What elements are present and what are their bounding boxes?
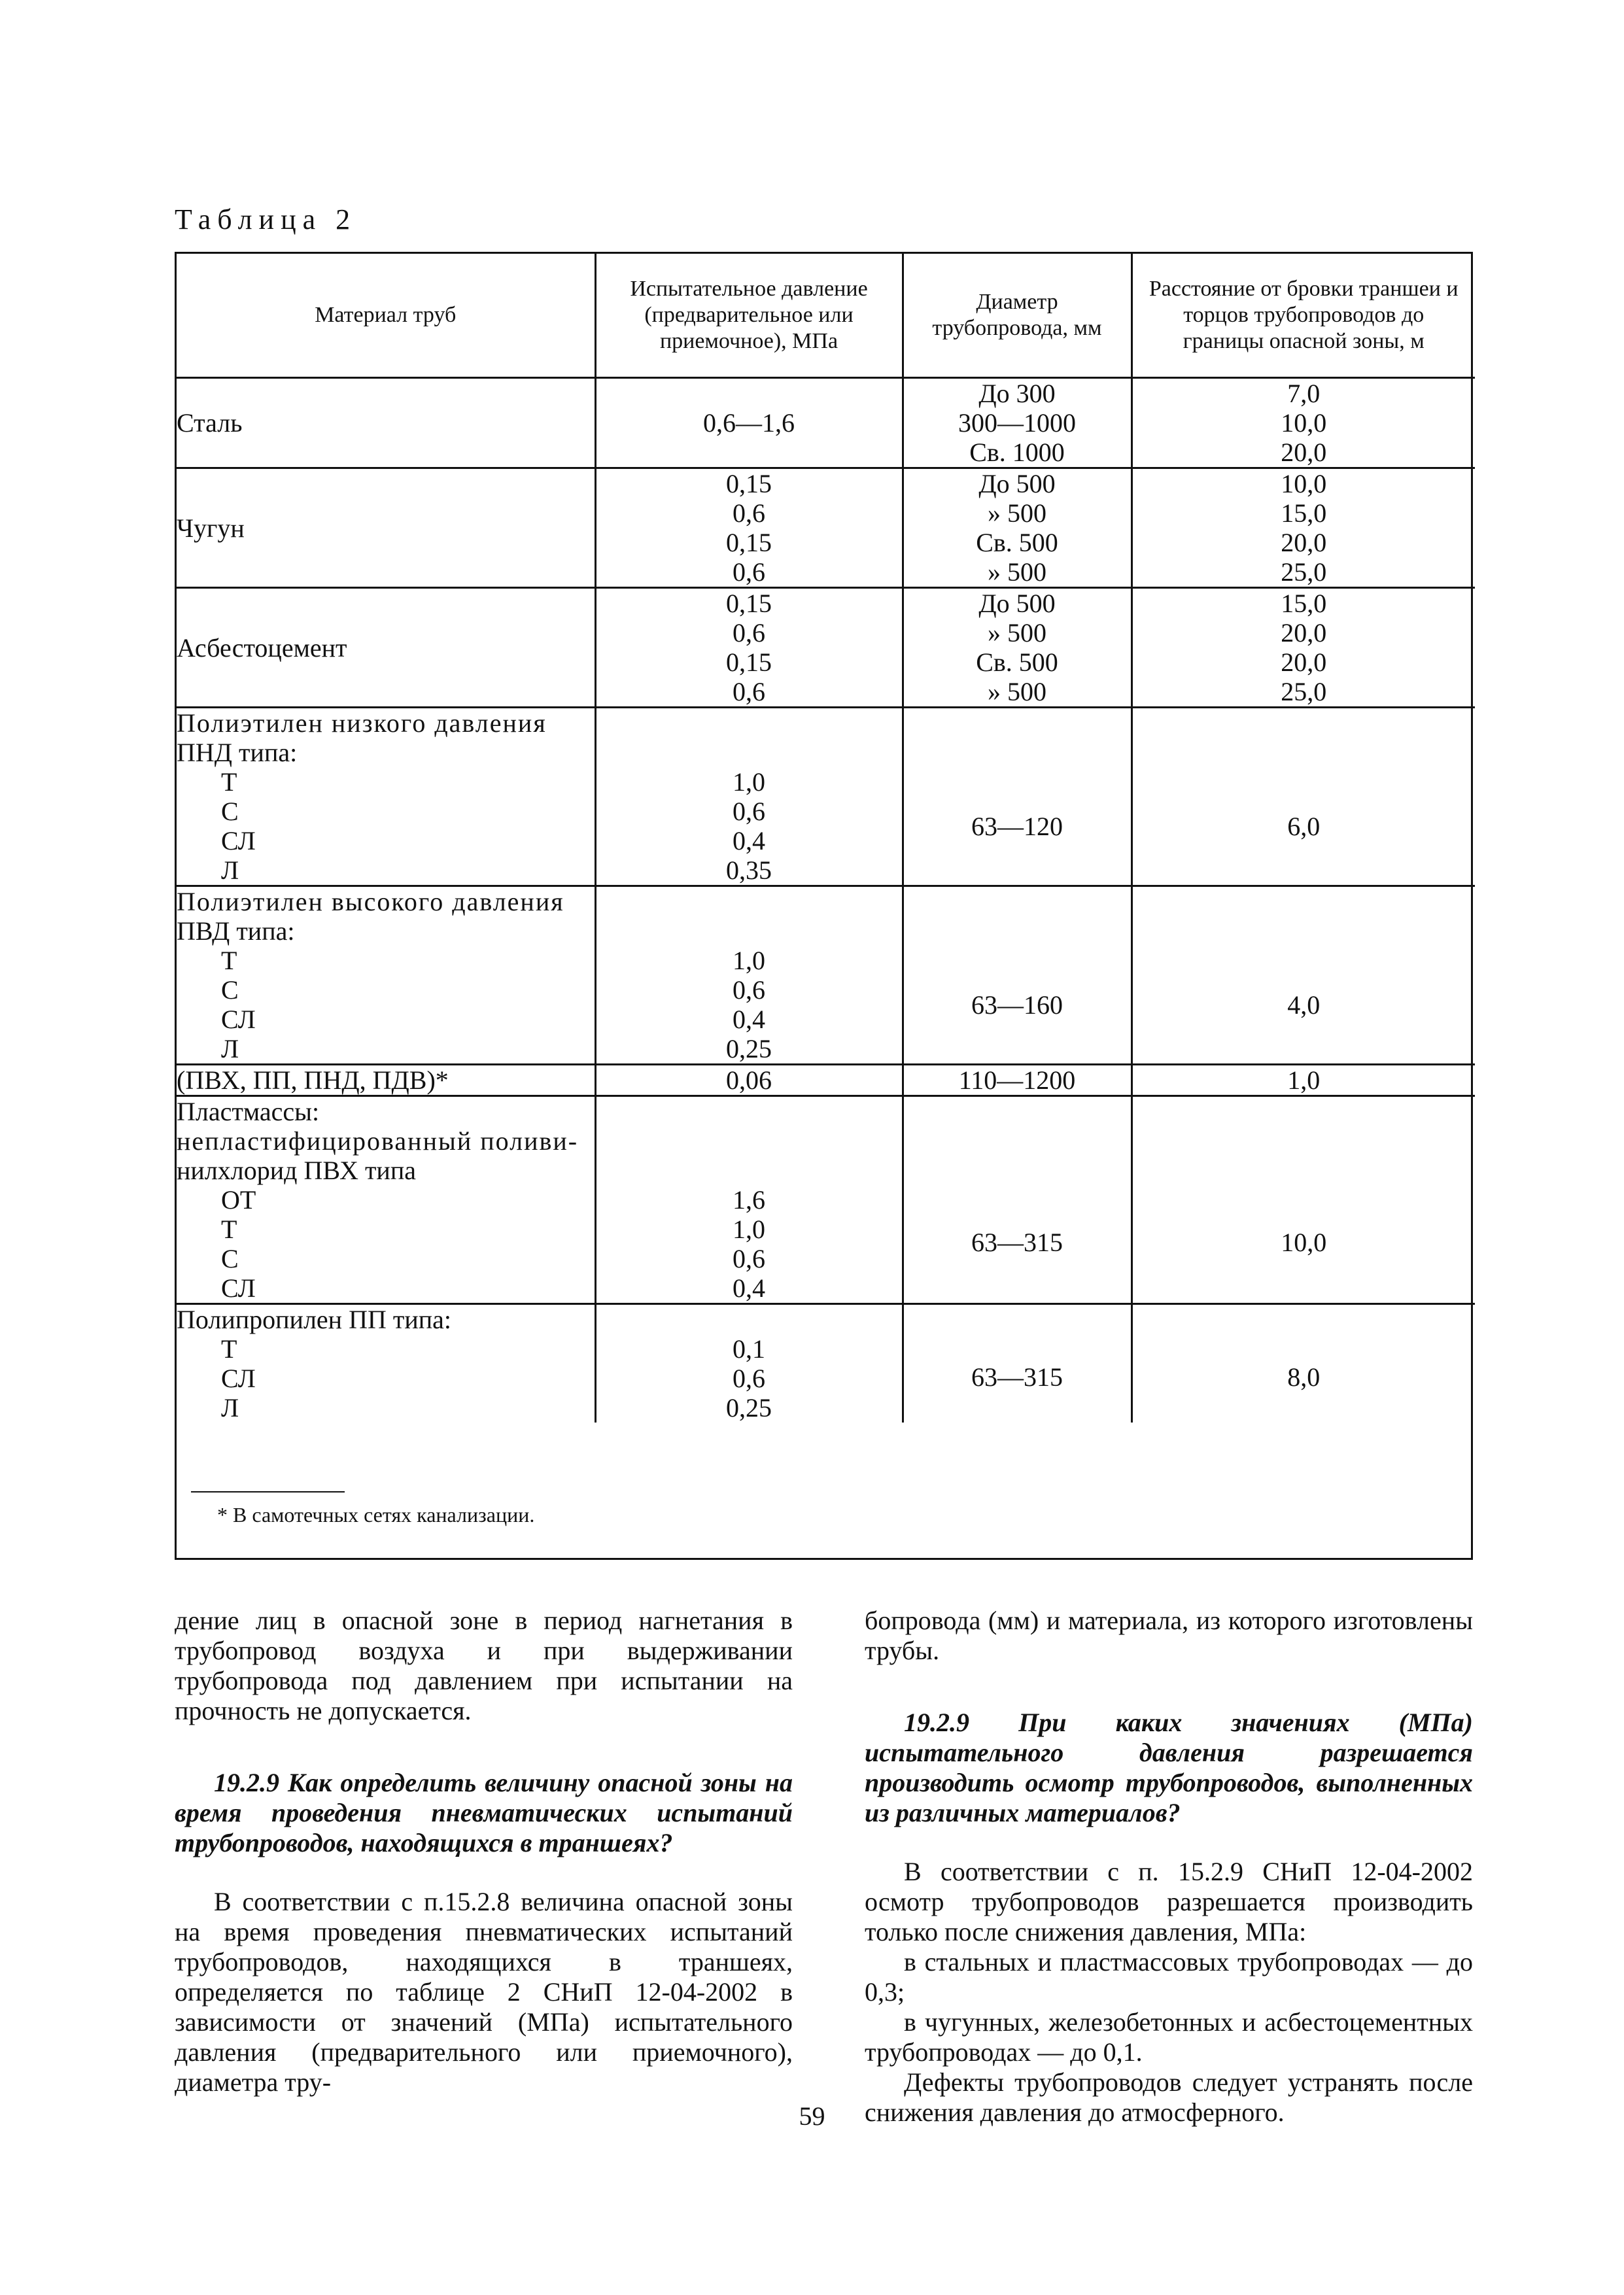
pressure-value: 0,6 [733,618,765,647]
material-type: СЛ [221,1273,256,1303]
distance-value: 20,0 [1281,438,1327,467]
diameter-value: » 500 [988,677,1046,706]
diameter-cell [903,886,1132,1065]
pressure-value: 0,15 [726,647,772,677]
material-type: Л [221,1034,239,1063]
material-type: ОТ [221,1185,256,1215]
material-name: Чугун [177,513,245,543]
paragraph: дение лиц в опасной зоне в период нагнетания в трубопровод воздуха и при выдерживании трубопровода под давлением при испытании на прочность не допускается. [175,1606,793,1725]
pressure-value: 1,6 [733,1185,765,1215]
material-type: Л [221,1393,239,1423]
data-table [177,254,1475,1423]
diameter-value: Св. 500 [976,528,1058,557]
table-row [177,886,1475,1065]
diameter-value: 110—1200 [958,1065,1076,1095]
pressure-value: 0,1 [733,1334,765,1364]
pressure-value: 0,6 [733,1364,765,1393]
diameter-value: До 300 [978,379,1056,408]
left-text-column [175,1606,793,2097]
material-cell [177,708,595,886]
pressure-value: 0,6 [733,975,765,1005]
distance-value: 25,0 [1281,557,1327,587]
distance-cell [1132,886,1475,1065]
pressure-value: 1,0 [733,767,765,797]
pressure-value: 0,15 [726,469,772,498]
paragraph: В соответствии с п. 15.2.9 СНиП 12-04-2002 осмотр трубопроводов разрешается производить только после снижения давления, МПа: [865,1857,1473,1946]
distance-value: 15,0 [1281,589,1327,618]
distance-value: 10,0 [1281,408,1327,438]
distance-cell [1132,378,1475,468]
material-type: Л [221,855,239,885]
pressure-value: 0,6—1,6 [703,408,795,438]
distance-cell [1132,1096,1475,1304]
material-name: ПНД типа: [177,738,298,767]
table-row [177,468,1475,588]
material-type: СЛ [221,1364,256,1393]
page-number: 59 [799,2101,825,2131]
pressure-value: 0,6 [733,1244,765,1273]
right-text-column [865,1606,1473,2128]
distance-value: 20,0 [1281,618,1327,647]
pressure-cell [595,378,903,468]
diameter-value: 63—120 [971,811,1063,841]
material-name: нилхлорид ПВХ типа [177,1156,416,1185]
diameter-value: 63—315 [971,1362,1063,1392]
paragraph: В соответствии с п.15.2.8 величина опасной зоны на время проведения пневматических испытаний трубопроводов, находящихся в траншеях, определяется по таблице 2 СНиП 12-04-2002 в зависимости от значений (МПа) испытательного давления (предварительного или приемочного), диаметра тру- [175,1887,793,2097]
diameter-value: » 500 [988,618,1046,647]
distance-value: 20,0 [1281,647,1327,677]
pressure-cell [595,1304,903,1423]
table-row [177,378,1475,468]
paragraph: в стальных и пластмассовых трубопроводах — до 0,3; [865,1947,1473,2007]
distance-cell [1132,468,1475,588]
pressure-value: 0,15 [726,589,772,618]
pressure-cell [595,708,903,886]
distance-value: 10,0 [1281,1228,1327,1257]
distance-value: 4,0 [1287,990,1321,1020]
diameter-cell [903,708,1132,886]
distance-value: 8,0 [1287,1362,1321,1392]
material-name: Сталь [177,408,243,438]
distance-value: 7,0 [1287,379,1321,408]
material-name: (ПВХ, ПП, ПНД, ПДВ)* [177,1065,449,1095]
material-type: Т [221,1334,237,1364]
paragraph: в чугунных, железобетонных и асбестоцементных трубопроводах — до 0,1. [865,2007,1473,2067]
distance-cell [1132,1304,1475,1423]
pressure-value: 0,6 [733,797,765,826]
table-header-row [177,254,1475,378]
material-name: Асбестоцемент [177,632,347,663]
pressure-value: 0,15 [726,528,772,557]
header-distance: Расстояние от бровки траншеи и торцов трубопроводов до границы опасной зоны, м [1132,254,1475,378]
diameter-cell [903,1065,1132,1096]
material-name: Полиэтилен низкого давления [177,708,547,738]
material-cell [177,468,595,588]
table-caption: Таблица 2 [175,203,357,235]
distance-value: 15,0 [1281,498,1327,528]
material-type: Т [221,1215,237,1244]
paragraph: бопровода (мм) и материала, из которого изготовлены трубы. [865,1606,1473,1665]
question-heading: 19.2.9 Как определить величину опасной зоны на время проведения пневматических испытаний трубопроводов, находящихся в траншеях? [175,1768,793,1857]
distance-value: 10,0 [1281,469,1327,498]
header-diameter: Диаметр трубопровода, мм [903,254,1132,378]
pressure-value: 0,4 [733,826,765,855]
diameter-cell [903,378,1132,468]
diameter-value: До 500 [978,589,1056,618]
diameter-value: 63—160 [971,990,1063,1020]
material-type: С [221,1244,239,1273]
diameter-cell [903,1304,1132,1423]
distance-cell [1132,708,1475,886]
material-name: ПВД типа: [177,916,295,946]
distance-value: 25,0 [1281,677,1327,706]
diameter-value: » 500 [988,557,1046,587]
distance-cell [1132,588,1475,708]
material-name: Полиэтилен высокого давления [177,887,564,916]
table-frame [175,252,1473,1560]
table-row [177,1304,1475,1423]
material-type: Т [221,767,237,797]
pressure-value: 1,0 [733,946,765,975]
diameter-cell [903,1096,1132,1304]
material-name: Пластмассы: [177,1097,320,1126]
material-name: непластифицированный поливи- [177,1126,579,1156]
pressure-value: 0,4 [733,1005,765,1034]
pressure-value: 0,35 [726,855,772,885]
table-row [177,1096,1475,1304]
footnote-divider [191,1491,345,1493]
pressure-cell [595,886,903,1065]
header-pressure: Испытательное давление (предварительное или приемочное), МПа [595,254,903,378]
table-footnote: * В самотечных сетях канализации. [217,1503,535,1527]
table-row [177,1065,1475,1096]
pressure-value: 0,25 [726,1034,772,1063]
material-cell [177,1065,595,1096]
diameter-cell [903,588,1132,708]
diameter-value: 300—1000 [958,408,1076,438]
material-cell [177,1304,595,1423]
material-cell [177,588,595,708]
table-row [177,588,1475,708]
pressure-cell [595,588,903,708]
pressure-value: 0,06 [726,1065,772,1095]
pressure-value: 1,0 [733,1215,765,1244]
pressure-cell [595,1065,903,1096]
pressure-value: 0,6 [733,677,765,706]
distance-value: 20,0 [1281,528,1327,557]
diameter-value: » 500 [988,498,1046,528]
material-type: С [221,797,239,826]
material-type: Т [221,946,237,975]
header-material: Материал труб [177,254,595,378]
pressure-value: 0,25 [726,1393,772,1423]
diameter-value: До 500 [978,469,1056,498]
question-heading: 19.2.9 При каких значениях (МПа) испытательного давления разрешается производить осмотр трубопроводов, выполненных из различных материалов? [865,1708,1473,1827]
material-name: Полипропилен ПП типа: [177,1305,451,1334]
material-type: С [221,975,239,1005]
distance-value: 1,0 [1287,1065,1321,1095]
material-cell [177,886,595,1065]
paragraph: Дефекты трубопроводов следует устранять после снижения давления до атмосферного. [865,2067,1473,2127]
pressure-value: 0,4 [733,1273,765,1303]
pressure-cell [595,468,903,588]
distance-value: 6,0 [1287,811,1321,841]
table-row [177,708,1475,886]
diameter-value: Св. 1000 [969,438,1065,467]
diameter-value: Св. 500 [976,647,1058,677]
material-cell [177,1096,595,1304]
pressure-cell [595,1096,903,1304]
diameter-value: 63—315 [971,1228,1063,1257]
pressure-value: 0,6 [733,498,765,528]
material-cell [177,378,595,468]
material-type: СЛ [221,1005,256,1034]
distance-cell [1132,1065,1475,1096]
material-type: СЛ [221,826,256,855]
diameter-cell [903,468,1132,588]
pressure-value: 0,6 [733,557,765,587]
